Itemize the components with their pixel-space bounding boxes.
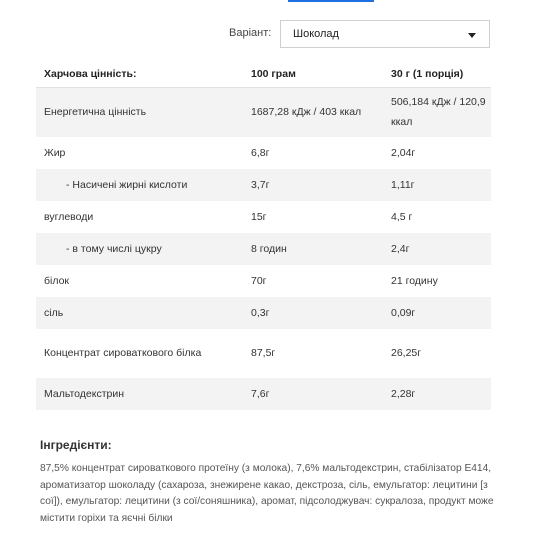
table-row: [36, 378, 491, 410]
active-tab-indicator: [288, 0, 374, 2]
value-per-serving: 4,5 г: [391, 210, 413, 223]
ingredients-text: 87,5% концентрат сироваткового протеїну (з молока), 7,6% мальтодекстрин, стабілізатор E414, ароматизатор шоколаду (сахароза, знежирене какао, декстроза, сіль, емульгатор: лецитини [з сої]), емульгатор: лецитини (з сої/соняшника), аромат, підсолоджувач: сукралоза, продукт може містити горіхи та яєчні білки: [40, 463, 494, 524]
value-per-serving: 21 годину: [391, 274, 438, 287]
table-row: [36, 201, 491, 233]
header-per-100g: 100 грам: [251, 60, 391, 88]
nutrient-name: Мальтодекстрин: [44, 387, 125, 400]
value-per-100g: 3,7г: [251, 178, 270, 191]
nutrition-table: [36, 60, 491, 410]
nutrient-name: Концентрат сироваткового білка: [44, 347, 202, 359]
value-per-serving: 2,04г: [391, 146, 416, 159]
nutrient-name: - Насичені жирні кислоти: [66, 178, 188, 191]
value-per-serving: 26,25г: [391, 347, 422, 359]
value-per-serving: 0,09г: [391, 306, 416, 319]
nutrient-name: вуглеводи: [44, 210, 94, 223]
value-per-100g: 70г: [251, 274, 267, 287]
variant-selected-value: Шоколад: [293, 28, 339, 40]
value-per-100g: 1687,28 кДж / 403 ккал: [251, 106, 362, 119]
header-per-serving: 30 г (1 порція): [391, 60, 491, 88]
variant-dropdown[interactable]: [280, 20, 490, 48]
table-row: [36, 169, 491, 201]
value-per-100g: 0,3г: [251, 306, 270, 319]
value-per-serving: 2,28г: [391, 387, 416, 400]
variant-selector-row: [0, 20, 550, 48]
nutrient-name: білок: [44, 274, 70, 287]
nutrient-name: - в тому числі цукру: [66, 242, 162, 255]
value-per-serving: 1,11г: [391, 178, 415, 191]
table-row: [36, 297, 491, 329]
table-row: [36, 233, 491, 265]
nutrient-name: сіль: [44, 306, 64, 319]
value-per-100g: 6,8г: [251, 146, 270, 159]
nutrition-header-row: [36, 60, 491, 88]
value-per-serving: 506,184 кДж / 120,9 ккал: [391, 96, 486, 129]
nutrient-name: Енергетична цінність: [44, 106, 147, 119]
caret-down-icon: [468, 33, 476, 38]
nutrient-name: Жир: [44, 146, 66, 159]
value-per-serving: 2,4г: [391, 242, 410, 255]
value-per-100g: 15г: [251, 210, 267, 223]
table-row: [36, 88, 491, 137]
variant-label: Варіант:: [229, 27, 272, 39]
value-per-100g: 7,6г: [251, 387, 270, 400]
table-row: [36, 265, 491, 297]
header-nutrition: Харчова цінність:: [36, 60, 251, 88]
table-row: [36, 329, 491, 378]
value-per-100g: 8 годин: [251, 242, 287, 255]
value-per-100g: 87,5г: [251, 347, 276, 359]
ingredients-title: Інгредієнти:: [40, 438, 112, 452]
table-row: [36, 137, 491, 169]
